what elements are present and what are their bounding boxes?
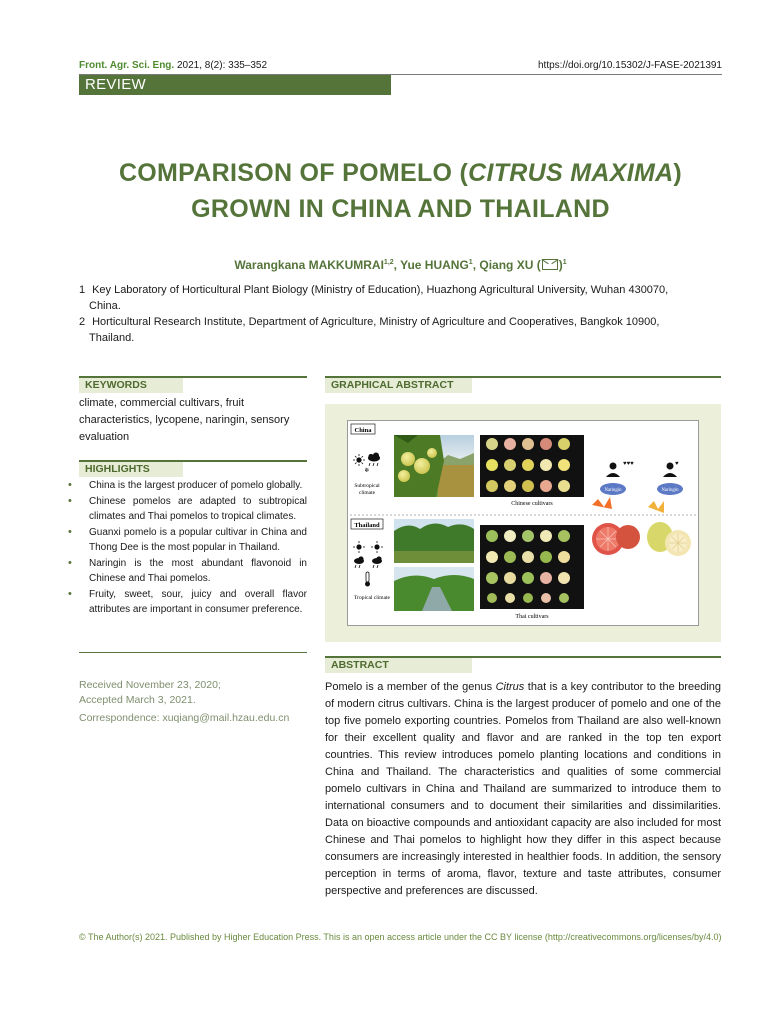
- china-orchard-photo: [394, 435, 474, 497]
- graphical-abstract-label: GRAPHICAL ABSTRACT: [325, 378, 472, 393]
- article-type-banner: REVIEW: [79, 75, 391, 95]
- author-list: Warangkana MAKKUMRAI$^{1,2}$, Yue HUANG$^1$, Qiang XU ( )$^1$: [234, 258, 567, 272]
- sun-icon: [371, 541, 383, 553]
- highlight-item: • Chinese pomelos are adapted to subtropical climates and Thai pomelos to tropical climates.: [79, 494, 307, 524]
- highlights-list: [79, 478, 307, 618]
- highlight-item: • Fruity, sweet, sour, juicy and overall flavor attributes are important in consumer preference.: [79, 587, 307, 617]
- running-header-citation: [79, 60, 267, 71]
- sun-icon: [353, 541, 365, 553]
- chinese-cultivars-label: Chinese cultivars: [511, 501, 553, 507]
- abstract-label: ABSTRACT: [325, 658, 472, 673]
- affiliation-1: 1 Key Laboratory of Horticultural Plant Biology (Ministry of Education), Huazhong Agricultural University, Wuhan 430070, China.: [79, 284, 669, 312]
- china-label: China: [354, 427, 372, 434]
- article-title: [79, 155, 722, 227]
- left-column-rule: [79, 652, 307, 653]
- accepted-date: Accepted March 3, 2021.: [79, 694, 196, 706]
- highlight-item: • Guanxi pomelo is a popular cultivar in China and Thong Dee is the most popular in Thailand.: [79, 525, 307, 555]
- highlight-item: • China is the largest producer of pomelo globally.: [79, 478, 307, 493]
- tropical-climate-label: Tropical climate: [354, 595, 390, 601]
- received-date: Received November 23, 2020;: [79, 679, 221, 691]
- title-line-1: COMPARISON OF POMELO (CITRUS MAXIMA): [118, 159, 683, 187]
- author-name: Warangkana MAKKUMRAI: [234, 258, 384, 272]
- subtropical-climate-label: climate: [358, 490, 376, 496]
- chinese-cultivars-grid: [480, 435, 584, 497]
- graphical-abstract-figure: [347, 420, 699, 626]
- license-footer: © The Author(s) 2021. Published by Higher Education Press. This is an open access article under the CC BY license (http://creativecommons.org/licenses/by/4.0): [79, 932, 722, 942]
- correspondence[interactable]: Correspondence: xuqiang@mail.hzau.edu.cn: [79, 712, 290, 724]
- thermometer-icon: [365, 572, 370, 587]
- rain-cloud-icon: [372, 556, 382, 568]
- title-line-2: GROWN IN CHINA AND THAILAND: [191, 195, 610, 223]
- highlights-label: HIGHLIGHTS: [79, 462, 183, 477]
- author-name: Yue HUANG: [400, 258, 469, 272]
- heart-icon: ♥: [675, 461, 679, 467]
- author-name: Qiang XU: [479, 258, 534, 272]
- rain-cloud-icon: [368, 453, 380, 467]
- mail-icon[interactable]: [542, 259, 558, 270]
- thai-canal-photo: [394, 567, 474, 611]
- white-pomelo-illustration: [647, 501, 691, 556]
- thai-orchard-photo: [394, 519, 474, 563]
- keywords-text: climate, commercial cultivars, fruit characteristics, lycopene, naringin, sensory evaluation: [79, 397, 290, 443]
- thai-cultivars-label: Thai cultivars: [515, 614, 549, 620]
- journal-name: Front. Agr. Sci. Eng.: [79, 60, 175, 71]
- keywords-label: KEYWORDS: [79, 378, 183, 393]
- affiliation-2: 2 Horticultural Research Institute, Department of Agriculture, Ministry of Agriculture and Cooperatives, Bangkok 10900, Thailand.: [79, 316, 660, 344]
- hearts-icon: ♥♥♥: [623, 461, 634, 467]
- doi-link[interactable]: https://doi.org/10.15302/J-FASE-2021391: [537, 60, 722, 71]
- subtropical-label: Subtropical: [354, 483, 380, 489]
- naringin-label: Naringin: [661, 488, 679, 493]
- article-dates: [79, 678, 221, 708]
- sun-icon: [353, 454, 365, 466]
- red-pomelo-illustration: [592, 497, 640, 555]
- graphical-abstract-image: [348, 421, 698, 625]
- abstract-text: Pomelo is a member of the genus Citrus that is a key contributor to the breeding of modern citrus cultivars. China is the largest producer of pomelo and one of the top five pomelo exporting countries. Pomelos from Thailand are also well-known for their excellent quality and flavor and are ranked in the top ten export countries. This review introduces pomelo planting locations and conditions in China and Thailand. The characteristics and qualities of some commercial pomelo cultivars in China and Thailand are summarized to introduce them to international consumers and to document their similarities and dissimilarities. Data on bioactive compounds and antioxidant capacity are also included for most Chinese and Thai pomelos to highlight how they differ in this aspect because consumers are increasingly interested in healthier foods. In addition, the sensory perception in terms of aroma, flavor, texture and taste attributes, consumer perspective and preferences are discussed.: [325, 681, 722, 897]
- thailand-label: Thailand: [354, 522, 380, 529]
- thai-cultivars-grid: [480, 525, 584, 609]
- consumer-icon: [606, 463, 620, 478]
- highlight-item: • Naringin is the most abundant flavonoid in Chinese and Thai pomelos.: [79, 556, 307, 586]
- rain-cloud-icon: [354, 556, 364, 568]
- citation-info: 2021, 8(2): 335–352: [176, 60, 268, 71]
- naringin-label: Naringin: [604, 488, 622, 493]
- snowflake-icon: ❄: [364, 468, 370, 474]
